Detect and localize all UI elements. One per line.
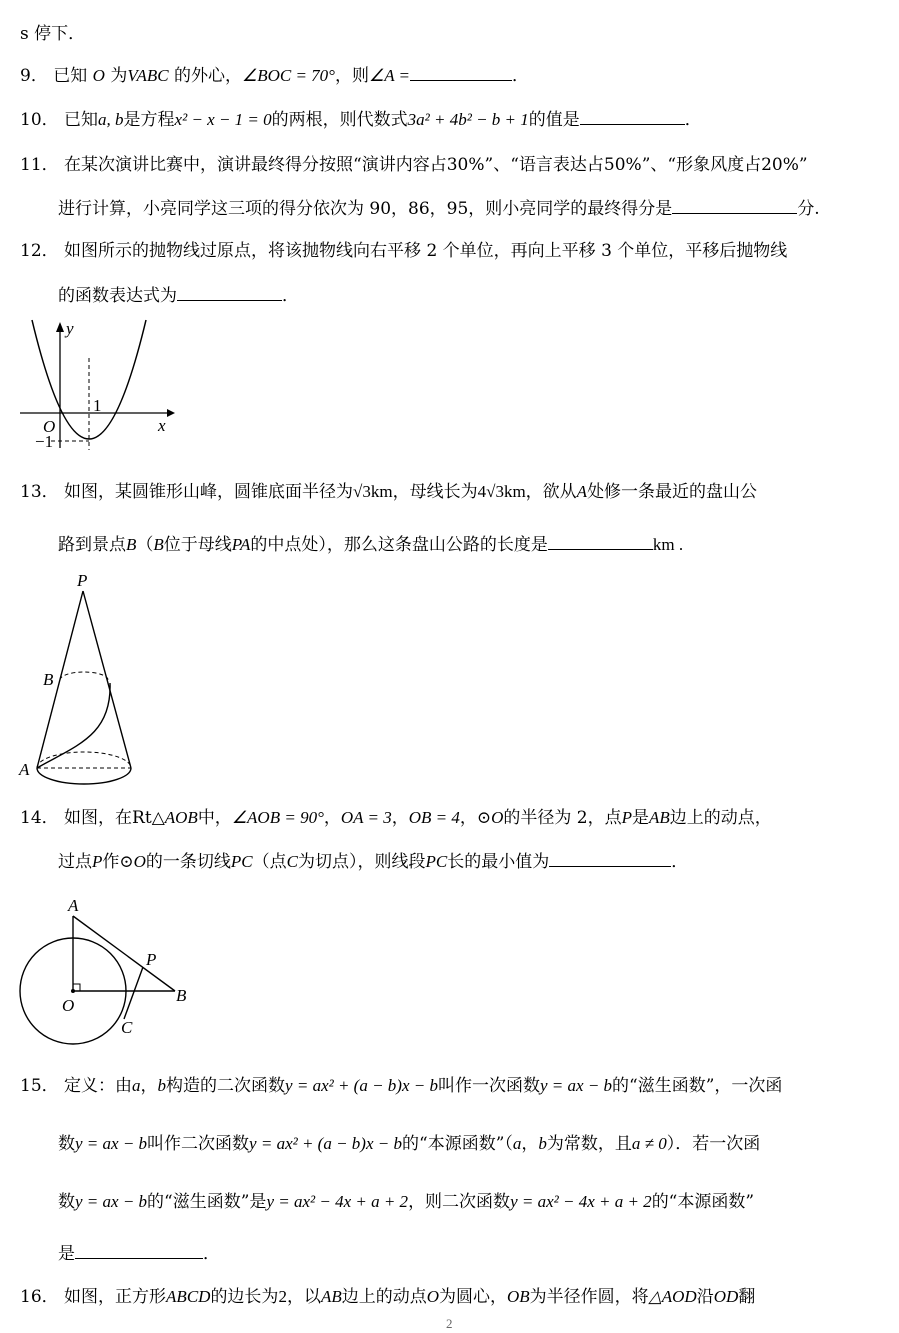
question-number: 14． (20, 808, 59, 828)
question-15-line2: 数y = ax − b叫作二次函数y = ax² + (a − b)x − b的“本源函数”（a，b为常数，且a ≠ 0）．若一次函 (58, 1134, 761, 1154)
answer-blank[interactable] (410, 66, 512, 81)
question-14-line2: 过点P作⊙O的一条切线PC（点C为切点），则线段PC长的最小值为 ． (58, 852, 689, 872)
question-number: 16． (20, 1287, 59, 1307)
question-9: 9． 已知 O 为VABC 的外心，∠BOC = 70°，则∠A = ． (20, 66, 530, 86)
question-number: 12． (20, 241, 59, 261)
question-15-line4: 是 ． (58, 1244, 220, 1264)
answer-blank[interactable] (580, 110, 685, 125)
question-13: 13． 如图，某圆锥形山峰，圆锥底面半径为√3km，母线长为4√3km，欲从A处修一条最近的盘山公 (20, 482, 758, 502)
point-a-label: A (68, 896, 79, 915)
question-13-line2: 路到景点B（B位于母线PA的中点处），那么这条盘山公路的长度是 km . (58, 535, 684, 555)
circle-symbol: ⊙ (119, 852, 134, 872)
question-14: 14． 如图，在Rt△AOB中，∠AOB = 90°，OA = 3，OB = 4，⊙O的半径为 2，点P是AB边上的动点， (20, 808, 772, 828)
tick-neg1-label: −1 (35, 432, 54, 451)
question-12-line2: 的函数表达式为 ． (58, 286, 299, 306)
question-15-line3: 数y = ax − b的“滋生函数”是y = ax² − 4x + a + 2，则二次函数y = ax² − 4x + a + 2的“本源函数” (58, 1192, 755, 1212)
question-10: 10． 已知a, b是方程x² − x − 1 = 0的两根，则代数式3a² + 4b² − b + 1的值是 ． (20, 110, 702, 130)
question-number: 10． (20, 110, 59, 130)
point-c-label: C (121, 1018, 133, 1037)
answer-blank[interactable] (549, 852, 671, 867)
answer-blank[interactable] (75, 1244, 203, 1259)
point-o-label: O (62, 996, 75, 1015)
parabola-figure (15, 318, 175, 458)
question-11: 11． 在某次演讲比赛中，演讲最终得分按照“演讲内容占30%”、“语言表达占50%”、“形象风度占20%” (20, 155, 808, 175)
point-p-label: P (146, 950, 157, 969)
tick-1-label: 1 (93, 396, 102, 415)
triangle-symbol: △ (151, 808, 165, 828)
question-number: 15． (20, 1076, 59, 1096)
point-b-label: B (176, 986, 187, 1005)
question-16: 16． 如图，正方形ABCD的边长为2，以AB边上的动点O为圆心，OB为半径作圆，将△AOD沿OD翻 (20, 1287, 756, 1307)
continuation-text: s 停下． (20, 24, 86, 44)
question-number: 13． (20, 482, 59, 502)
point-p-label: P (77, 571, 88, 590)
x-axis-label: x (158, 416, 166, 435)
cone-figure (15, 568, 145, 793)
question-11-line2: 进行计算，小亮同学这三项的得分依次为 90，86，95，则小亮同学的最终得分是 分. (58, 199, 820, 219)
circle-symbol: ⊙ (476, 808, 492, 828)
y-axis-label: y (66, 319, 74, 338)
answer-blank[interactable] (672, 199, 797, 214)
question-15: 15． 定义：由a，b构造的二次函数y = ax² + (a − b)x − b叫作一次函数y = ax − b的“滋生函数”，一次函 (20, 1076, 783, 1096)
question-number: 11． (20, 155, 59, 175)
question-12: 12． 如图所示的抛物线过原点，将该抛物线向右平移 2 个单位，再向上平移 3 个单位，平移后抛物线 (20, 241, 788, 261)
answer-blank[interactable] (177, 286, 282, 301)
page-number: 2 (446, 1316, 453, 1331)
origin-label: O (43, 417, 56, 436)
circle-triangle-figure (10, 893, 210, 1045)
question-number: 9． (20, 66, 48, 86)
point-b-label: B (43, 670, 54, 689)
point-a-label: A (19, 760, 30, 779)
answer-blank[interactable] (548, 535, 653, 550)
